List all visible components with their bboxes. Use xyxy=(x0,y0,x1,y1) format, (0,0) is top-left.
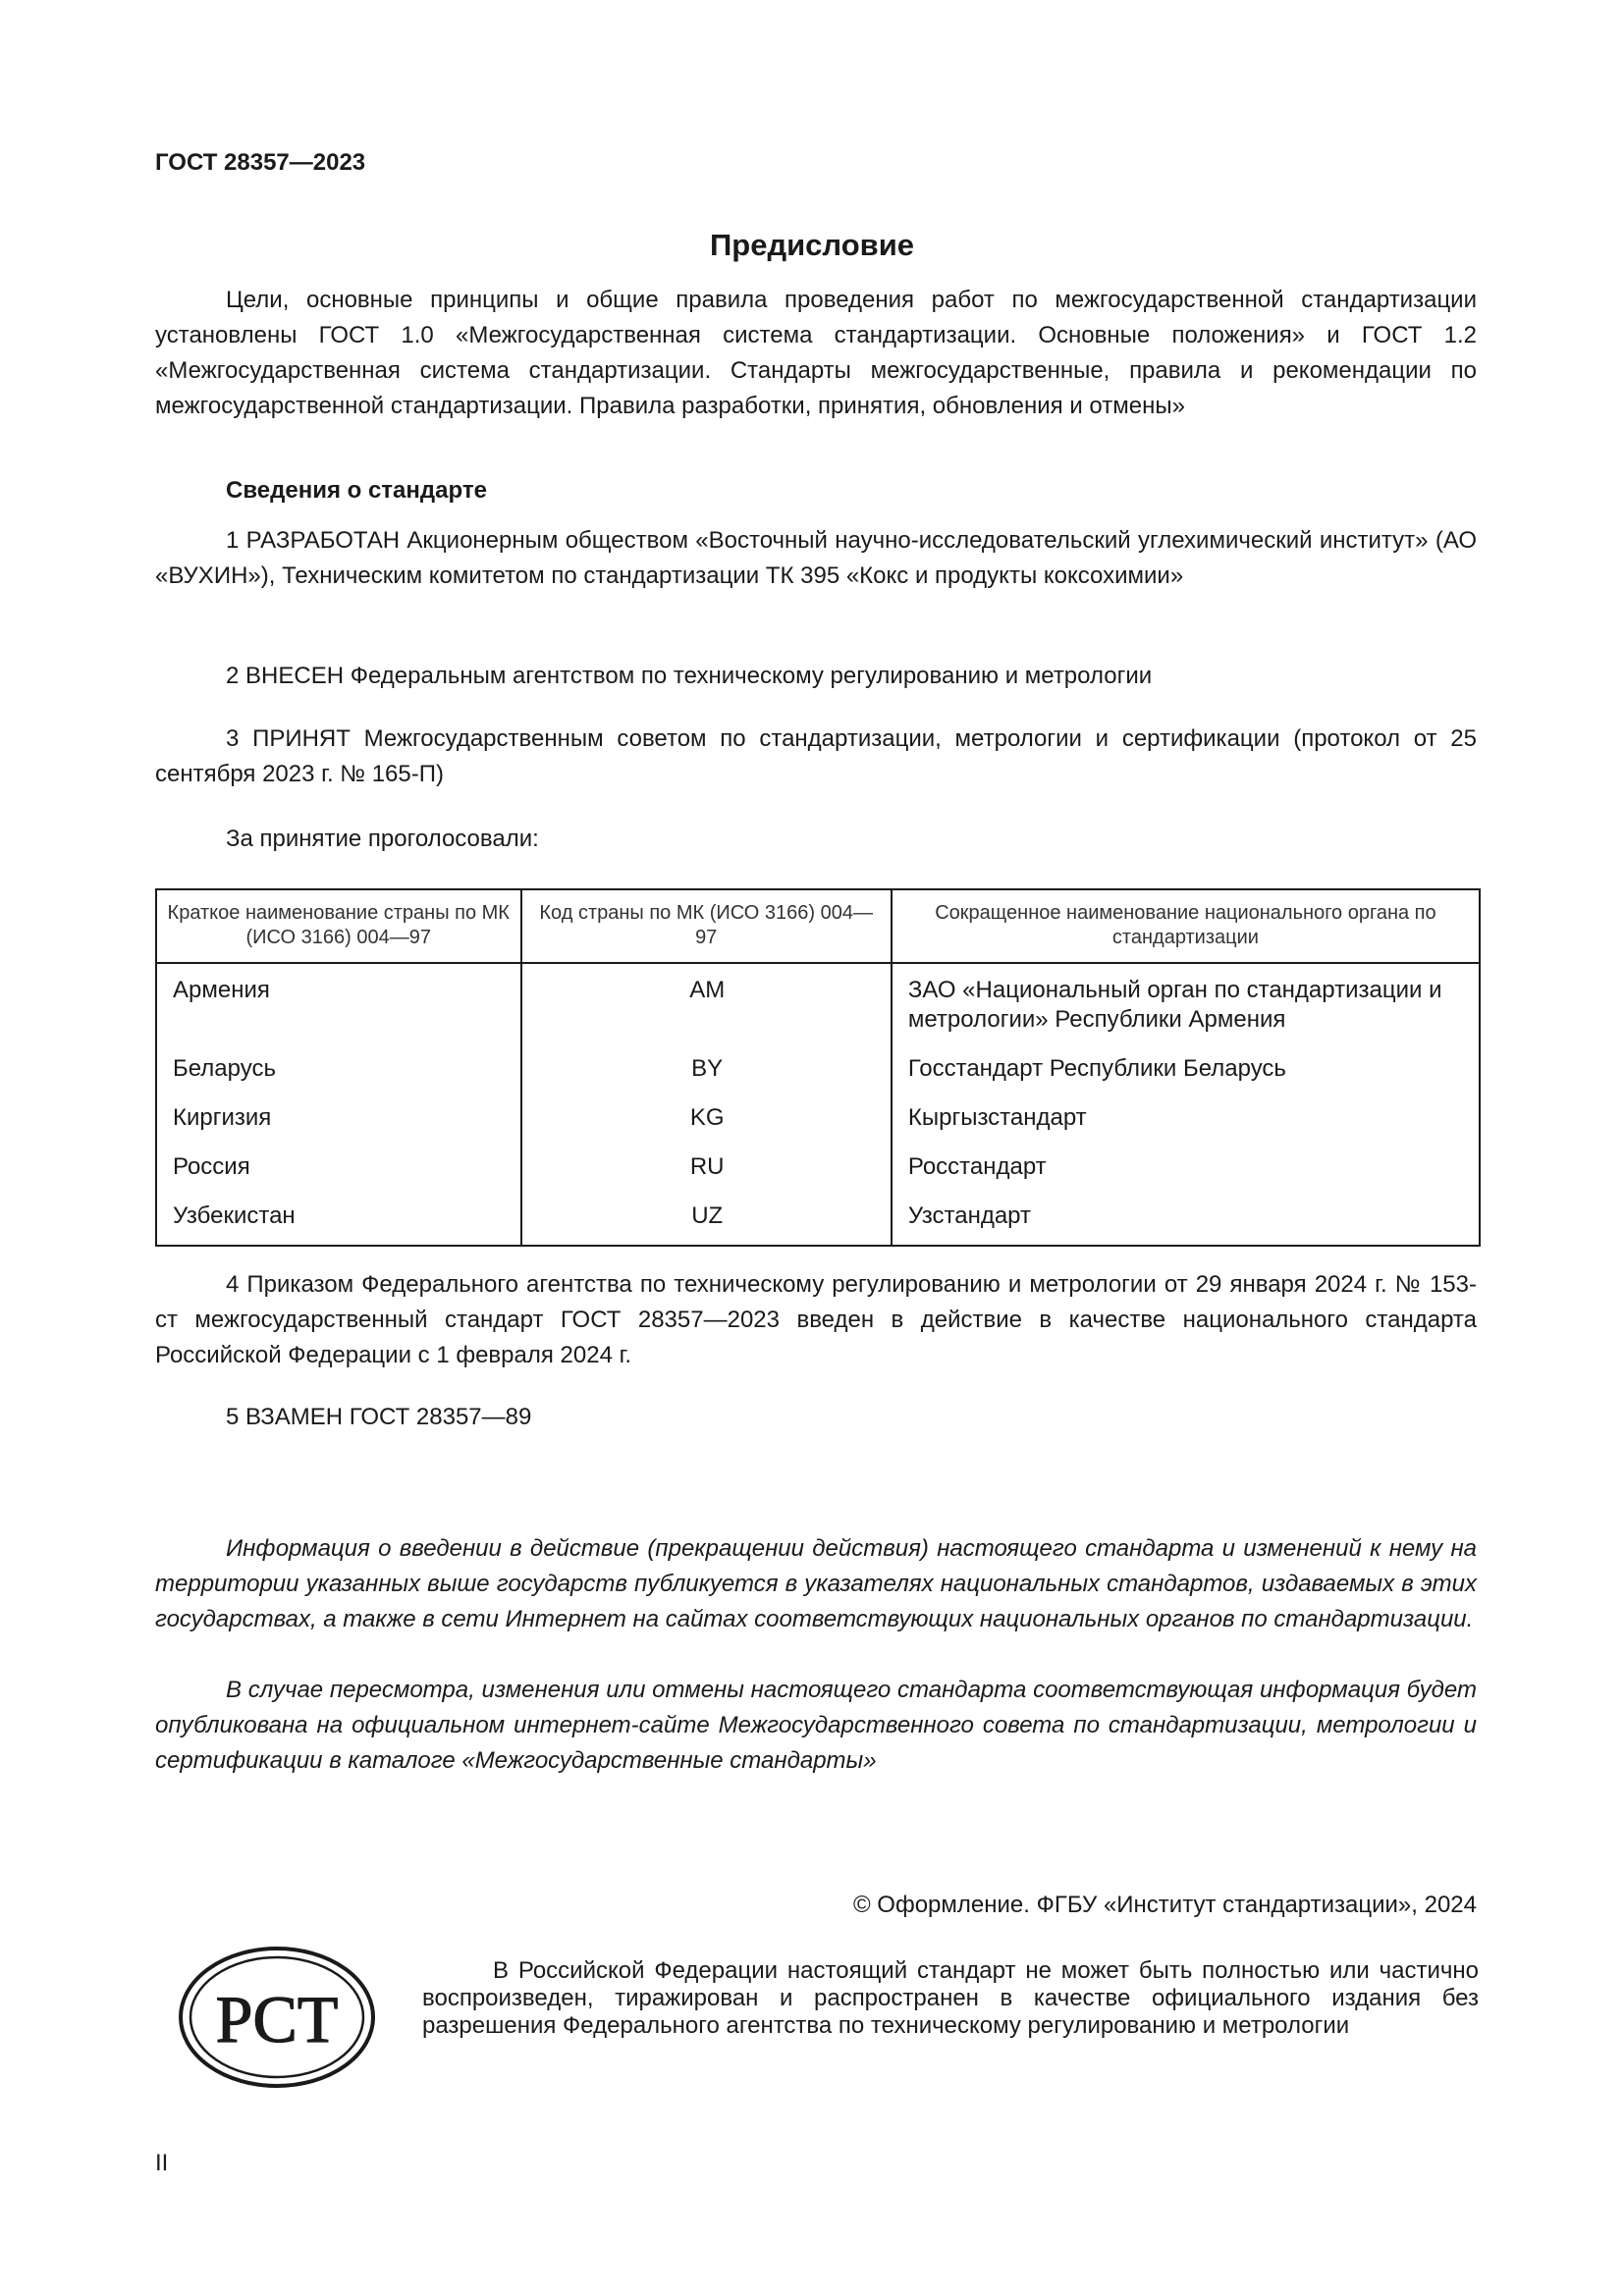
pst-certification-mark-icon xyxy=(177,1944,378,2096)
country-name: Армения xyxy=(173,977,270,1003)
column-header-country: Краткое наименование страны по МК (ИСО 3166) 004—97 xyxy=(156,889,521,963)
country-code: AM xyxy=(521,963,892,1044)
country-code: KG xyxy=(521,1094,892,1143)
country-name: Узбекистан xyxy=(173,1202,296,1229)
foreword-title: Предисловие xyxy=(709,228,914,262)
country-name: Россия xyxy=(173,1153,250,1180)
page-number: II xyxy=(155,2150,169,2176)
item-developed-by: 1 РАЗРАБОТАН Акционерным обществом «Восточный научно-исследовательский углехимический институт» (АО «ВУХИН»), Техническим комитетом по стандартизации ТК 395 «Кокс и продукты коксохимии» xyxy=(155,527,1477,589)
national-body: Кыргызстандарт xyxy=(892,1094,1480,1143)
column-header-code: Код страны по МК (ИСО 3166) 004—97 xyxy=(521,889,892,963)
item-replaces: 5 ВЗАМЕН ГОСТ 28357—89 xyxy=(226,1404,532,1430)
country-name: Киргизия xyxy=(173,1104,272,1131)
copyright-notice: © Оформление. ФГБУ «Институт стандартизации», 2024 xyxy=(852,1892,1477,1918)
national-body: Госстандарт Республики Беларусь xyxy=(892,1044,1480,1094)
item-enacted-by-order: 4 Приказом Федерального агентства по техническому регулированию и метрологии от 29 января 2024 г. № 153-ст межгосударственный стандарт ГОСТ 28357—2023 введен в действие в качестве национального стандарта Российской Федерации с 1 февраля 2024 г. xyxy=(155,1271,1477,1368)
information-note: Информация о введении в действие (прекращении действия) настоящего стандарта и изменений к нему на территории указанных выше государств публикуется в указателях национальных стандартов, издаваемых в этих государствах, а также в сети Интернет на сайтах соответствующих национальных органов по стандартизации. xyxy=(155,1535,1477,1632)
table-row xyxy=(156,963,1480,1044)
standard-info-heading: Сведения о стандарте xyxy=(226,477,487,504)
reproduction-notice: В Российской Федерации настоящий стандарт не может быть полностью или частично воспроизведен, тиражирован и распространен в качестве официального издания без разрешения Федерального агентства по техническому регулированию и метрологии xyxy=(422,1957,1479,2039)
voting-countries-table xyxy=(155,888,1481,1247)
table-row xyxy=(156,1044,1480,1094)
country-code: BY xyxy=(521,1044,892,1094)
country-code: UZ xyxy=(521,1192,892,1246)
table-row xyxy=(156,1094,1480,1143)
national-body: ЗАО «Национальный орган по стандартизации и метрологии» Республики Армения xyxy=(892,963,1480,1044)
national-body: Узстандарт xyxy=(892,1192,1480,1246)
table-header-row xyxy=(156,889,1480,963)
table-row xyxy=(156,1143,1480,1192)
column-header-national-body: Сокращенное наименование национального органа по стандартизации xyxy=(892,889,1480,963)
country-code: RU xyxy=(521,1143,892,1192)
foreword-intro: Цели, основные принципы и общие правила проведения работ по межгосударственной стандартизации установлены ГОСТ 1.0 «Межгосударственная система стандартизации. Основные положения» и ГОСТ 1.2 «Межгосударственная система стандартизации. Стандарты межгосударственные, правила и рекомендации по межгосударственной стандартизации. Правила разработки, принятия, обновления и отмены» xyxy=(155,287,1477,419)
voted-label: За принятие проголосовали: xyxy=(226,826,539,852)
document-code: ГОСТ 28357—2023 xyxy=(155,149,366,176)
table-row xyxy=(156,1192,1480,1246)
country-name: Беларусь xyxy=(173,1055,276,1082)
svg-text:PCT: PCT xyxy=(215,1982,339,2056)
item-submitted-by: 2 ВНЕСЕН Федеральным агентством по техническому регулированию и метрологии xyxy=(226,663,1153,689)
item-adopted-by: 3 ПРИНЯТ Межгосударственным советом по стандартизации, метрологии и сертификации (протокол от 25 сентября 2023 г. № 165-П) xyxy=(155,725,1477,787)
national-body: Росстандарт xyxy=(892,1143,1480,1192)
revision-note: В случае пересмотра, изменения или отмены настоящего стандарта соответствующая информация будет опубликована на официальном интернет-сайте Межгосударственного совета по стандартизации, метрологии и сертификации в каталоге «Межгосударственные стандарты» xyxy=(155,1677,1477,1774)
